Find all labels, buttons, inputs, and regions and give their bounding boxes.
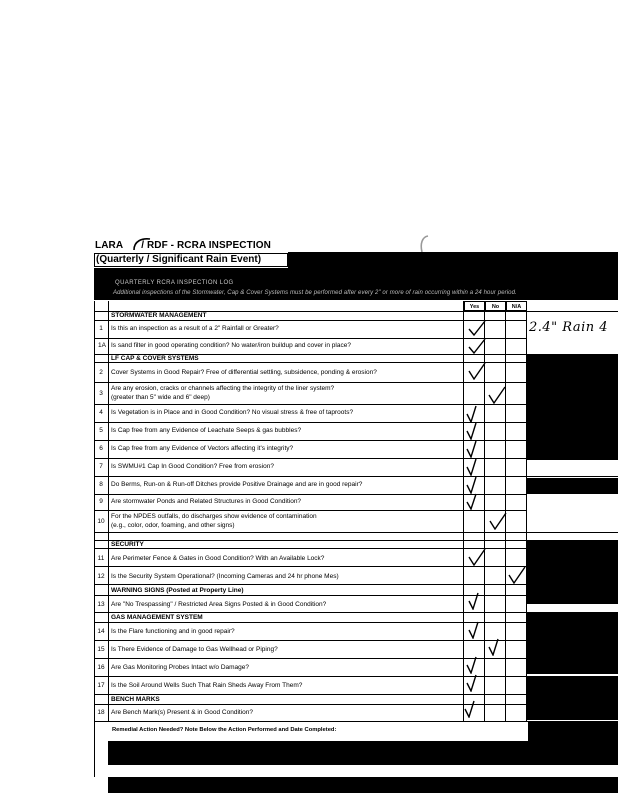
row-question: Are Bench Mark(s) Present & in Good Condition? <box>111 709 253 716</box>
section-bench-marks: BENCH MARKS <box>111 696 160 703</box>
right-shade-6 <box>527 676 618 720</box>
row-question: Is sand filter in good operating condition? No water/iron buildup and cover in place? <box>111 342 351 349</box>
row-line <box>94 422 526 423</box>
row-num: 5 <box>99 427 103 434</box>
row-num: 3 <box>99 390 103 397</box>
right-shade-2 <box>527 440 618 460</box>
row-num: 2 <box>99 369 103 376</box>
title-left: LARA <box>95 240 124 251</box>
row-line <box>94 658 526 659</box>
inspection-note: Additional inspections of the Stormwater, Cap & Cover Systems must be performed after every 2" or more of rain occurring within a 24 hour period. <box>113 290 517 296</box>
row-line <box>94 676 618 677</box>
checkmark-icon <box>466 337 488 355</box>
remedial-label: Remedial Action Needed? Note Below the Action Performed and Date Completed: <box>112 727 337 733</box>
form-subtitle: (Quarterly / Significant Rain Event) <box>94 253 288 267</box>
row-question: Is Vegetation is in Place and in Good Condition? No visual stress & free of taproots? <box>111 409 354 416</box>
row-num: 18 <box>97 709 105 716</box>
row-line <box>94 494 526 495</box>
handwritten-rain-note: 2.4" Rain 4 <box>529 320 609 335</box>
row-num: 10 <box>97 518 105 525</box>
row-question: Are Gas Monitoring Probes Intact w/o Damage? <box>111 664 250 671</box>
right-shade-3 <box>527 478 618 494</box>
row-question: Is the Flare functioning and in good repair? <box>111 628 235 635</box>
row-question: Do Berms, Run-on & Run-off Ditches provide Positive Drainage and are in good repair? <box>111 481 363 488</box>
row-question: Are Perimeter Fence & Gates in Good Condition? With an Available Lock? <box>111 555 325 562</box>
log-label: QUARTERLY RCRA INSPECTION LOG <box>115 280 234 286</box>
checkmark-icon <box>462 700 484 718</box>
row-num: 8 <box>99 481 103 488</box>
row-line <box>94 510 526 511</box>
checkmark-icon <box>466 362 488 380</box>
section-lf-cap: LF CAP & COVER SYSTEMS <box>111 355 199 362</box>
scan-mark-icon <box>416 234 432 254</box>
checkmark-icon <box>464 493 486 511</box>
checkmark-icon <box>464 656 486 674</box>
row-question: Is the Soil Around Wells Such That Rain Sheds Away From Them? <box>111 682 303 689</box>
row-question: For the NPDES outfalls, do discharges show evidence of contamination <box>111 513 317 520</box>
row-question-cont: (greater than 5" wide and 6" deep) <box>111 394 210 401</box>
checkmark-icon <box>466 548 488 566</box>
row-question: Are any erosion, cracks or channels affecting the integrity of the liner system? <box>111 385 335 392</box>
checkmark-icon <box>466 592 488 610</box>
row-num: 7 <box>99 463 103 470</box>
row-question: Is the Security System Operational? (Incoming Cameras and 24 hr phone Mes) <box>111 573 339 580</box>
row-line <box>94 338 526 339</box>
row-question: Is SWMU#1 Cap In Good Condition? Free from erosion? <box>111 463 274 470</box>
row-line <box>94 595 526 596</box>
row-num: 1A <box>98 342 106 349</box>
row-line <box>94 404 526 405</box>
col-no: No <box>485 301 506 311</box>
checkmark-icon <box>486 638 508 656</box>
form-title <box>95 240 271 251</box>
title-right: / RDF - RCRA INSPECTION <box>141 240 271 251</box>
row-question-cont: (e.g., color, odor, foaming, and other signs) <box>111 522 235 529</box>
section-stormwater: STORMWATER MANAGEMENT <box>111 312 207 319</box>
row-line <box>94 694 526 695</box>
row-question: Is Cap free from any Evidence of Vectors affecting it's integrity? <box>111 445 294 452</box>
row-line <box>94 540 526 541</box>
row-question: Is Cap free from any Evidence of Leachate Seeps & gas bubbles? <box>111 427 302 434</box>
row-num: 1 <box>99 325 103 332</box>
row-num: 13 <box>97 601 105 608</box>
remedial-entry-line <box>108 764 618 778</box>
right-shade-4 <box>527 540 618 604</box>
section-security: SECURITY <box>111 541 144 548</box>
right-shade-5 <box>527 612 618 674</box>
col-yes: Yes <box>464 301 485 311</box>
checkmark-icon <box>464 405 486 423</box>
row-line <box>94 382 526 383</box>
hand-mark-icon <box>130 236 152 252</box>
row-question: Cover Systems in Good Repair? Free of differential settling, subsidence, ponding & erosion? <box>111 369 377 376</box>
checkmark-icon <box>506 566 528 584</box>
right-shade-1 <box>527 354 618 440</box>
row-num: 9 <box>99 498 103 505</box>
row-line <box>94 362 526 363</box>
row-line <box>94 476 618 477</box>
row-line <box>94 440 526 441</box>
row-num: 16 <box>97 664 105 671</box>
checkmark-icon <box>487 512 509 530</box>
checkmark-icon <box>466 621 488 639</box>
row-num: 14 <box>97 628 105 635</box>
checkmark-icon <box>464 440 486 458</box>
row-line <box>94 640 526 641</box>
row-line <box>94 458 618 459</box>
row-num: 12 <box>97 573 105 580</box>
row-num: 6 <box>99 445 103 452</box>
checkmark-icon <box>466 319 488 337</box>
row-line <box>94 584 526 585</box>
row-line <box>94 320 526 321</box>
section-warning-signs: WARNING SIGNS (Posted at Property Line) <box>111 587 244 594</box>
row-question: Are stormwater Ponds and Related Structures in Good Condition? <box>111 498 302 505</box>
checkmark-icon <box>486 386 508 404</box>
row-num: 11 <box>97 555 105 562</box>
col-na: N/A <box>506 301 527 311</box>
row-question: Are "No Trespassing" / Restricted Area Signs Posted & in Good Condition? <box>111 601 327 608</box>
table-divider-right <box>526 301 527 721</box>
row-line <box>94 548 526 549</box>
checkmark-icon <box>464 674 486 692</box>
row-num: 4 <box>99 409 103 416</box>
checkmark-icon <box>464 476 486 494</box>
row-line <box>94 622 526 623</box>
header-black-bar <box>288 252 618 268</box>
row-line <box>94 566 526 567</box>
checkmark-icon <box>464 422 486 440</box>
row-line <box>94 532 618 533</box>
checkmark-icon <box>464 458 486 476</box>
row-question: Is this an inspection as a result of a 2" Rainfall or Greater? <box>111 325 279 332</box>
row-num: 17 <box>97 682 105 689</box>
row-line <box>94 612 618 613</box>
row-num: 15 <box>97 646 105 653</box>
section-gas-management: GAS MANAGEMENT SYSTEM <box>111 614 203 621</box>
row-question: Is There Evidence of Damage to Gas Wellhead or Piping? <box>111 646 278 653</box>
